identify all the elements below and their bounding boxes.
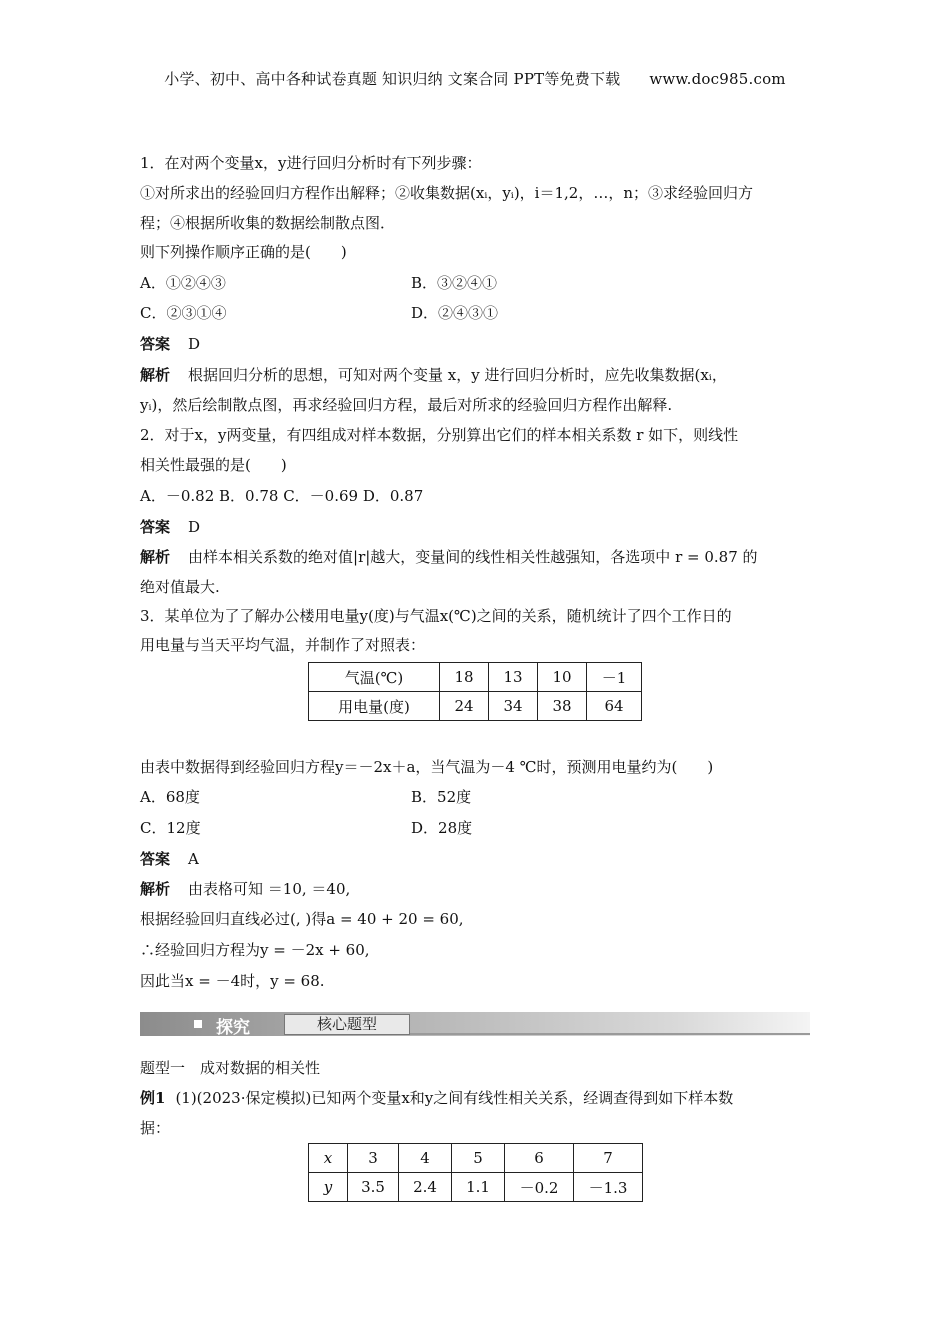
q1-option-b: B．③②④① — [411, 274, 498, 292]
answer-value: D — [188, 335, 201, 353]
q1-stem-line4: 则下列操作顺序正确的是( ) — [140, 243, 347, 261]
q3-option-d: D．28度 — [411, 819, 473, 837]
table-cell: 34 — [489, 692, 538, 721]
q3-stem-line1: 3．某单位为了了解办公楼用电量y(度)与气温x(℃)之间的关系，随机统计了四个工作日的 — [140, 607, 732, 625]
table-cell: 3 — [348, 1144, 399, 1173]
q3-option-a: A．68度 — [140, 788, 200, 806]
q1-option-c: C．②③①④ — [140, 304, 227, 322]
banner-right-label: 核心题型 — [284, 1014, 410, 1035]
analysis-text: 由表格可知 ＝10, ＝40, — [188, 880, 351, 898]
q1-stem-line2: ①对所求出的经验回归方程作出解释；②收集数据(xᵢ，yᵢ)，i＝1,2，…，n；③求经验回归方 — [140, 184, 753, 202]
q3-stem-line3: 由表中数据得到经验回归方程y＝－2x＋a，当气温为－4 ℃时，预测用电量约为( ) — [140, 758, 714, 776]
q3-data-table — [308, 662, 642, 721]
example-data-table — [308, 1143, 643, 1202]
example-line2: 据： — [140, 1119, 171, 1137]
table-cell: 1.1 — [452, 1173, 505, 1202]
q2-stem-line1: 2．对于x，y两变量，有四组成对样本数据，分别算出它们的样本相关系数 r 如下，则线性 — [140, 426, 739, 444]
q3-stem-line2: 用电量与当天平均气温，并制作了对照表： — [140, 636, 426, 654]
analysis-text: 根据回归分析的思想，可知对两个变量 x，y 进行回归分析时，应先收集数据(xᵢ， — [188, 366, 727, 384]
table-row — [309, 692, 642, 721]
q1-answer — [140, 333, 820, 355]
table-cell: 用电量(度) — [309, 692, 440, 721]
table-cell: 10 — [538, 663, 587, 692]
q1-analysis-line2: yᵢ)，然后绘制散点图，再求经验回归方程，最后对所求的经验回归方程作出解释. — [140, 396, 673, 414]
answer-value: A — [188, 850, 199, 868]
q1-option-d: D．②④③① — [411, 304, 499, 322]
answer-value: D — [188, 518, 201, 536]
example-line1 — [140, 1087, 820, 1109]
table-row — [309, 1144, 643, 1173]
table-cell: 64 — [587, 692, 642, 721]
header-text: 小学、初中、高中各种试卷真题 知识归纳 文案合同 PPT等免费下载 — [164, 70, 621, 88]
analysis-label: 解析 — [140, 548, 171, 566]
analysis-text: 由样本相关系数的绝对值|r|越大，变量间的线性相关性越强知，各选项中 r = 0.87 的 — [188, 548, 758, 566]
q2-analysis-line1 — [140, 546, 820, 568]
answer-label: 答案 — [140, 335, 171, 353]
table-cell: 4 — [399, 1144, 452, 1173]
q3-option-b: B．52度 — [411, 788, 472, 806]
table-cell: 6 — [505, 1144, 574, 1173]
q2-answer — [140, 516, 820, 538]
section-title: 题型一 成对数据的相关性 — [140, 1059, 321, 1077]
q3-analysis-line3: ∴经验回归方程为y = －2x + 60, — [140, 941, 370, 959]
q2-analysis-line2: 绝对值最大. — [140, 578, 220, 596]
q2-stem-line2: 相关性最强的是( ) — [140, 456, 287, 474]
table-cell: 7 — [574, 1144, 643, 1173]
table-cell: 13 — [489, 663, 538, 692]
q3-answer — [140, 848, 820, 870]
example-text: (1)(2023·保定模拟)已知两个变量x和y之间有线性相关关系，经调查得到如下样本数 — [175, 1089, 734, 1107]
table-cell: 38 — [538, 692, 587, 721]
table-cell: y — [309, 1173, 348, 1202]
table-cell: 5 — [452, 1144, 505, 1173]
banner-rule — [410, 1033, 810, 1035]
header-url[interactable]: www.doc985.com — [649, 70, 786, 88]
table-row — [309, 1173, 643, 1202]
table-cell: 3.5 — [348, 1173, 399, 1202]
answer-label: 答案 — [140, 518, 171, 536]
table-cell: 18 — [440, 663, 489, 692]
table-cell: －1.3 — [574, 1173, 643, 1202]
page-header — [0, 68, 950, 89]
analysis-label: 解析 — [140, 880, 171, 898]
table-cell: 2.4 — [399, 1173, 452, 1202]
q1-analysis-line1 — [140, 364, 820, 386]
q2-options: A．－0.82 B．0.78 C．－0.69 D．0.87 — [140, 487, 424, 505]
q3-analysis-line2: 根据经验回归直线必过(, )得a = 40 + 20 = 60, — [140, 910, 464, 928]
square-bullet-icon — [194, 1020, 202, 1028]
section-banner — [140, 1012, 810, 1036]
table-cell: －0.2 — [505, 1173, 574, 1202]
banner-left-label: 探究 — [216, 1018, 250, 1038]
table-cell: 24 — [440, 692, 489, 721]
table-row — [309, 663, 642, 692]
table-cell: 气温(℃) — [309, 663, 440, 692]
q3-analysis-line1 — [140, 878, 820, 900]
example-label: 例1 — [140, 1089, 166, 1107]
q3-analysis-line4: 因此当x = －4时，y = 68. — [140, 972, 325, 990]
table-cell: －1 — [587, 663, 642, 692]
q1-stem-line1: 1．在对两个变量x，y进行回归分析时有下列步骤： — [140, 154, 482, 172]
table-cell: x — [309, 1144, 348, 1173]
q1-stem-line3: 程；④根据所收集的数据绘制散点图． — [140, 214, 396, 232]
analysis-label: 解析 — [140, 366, 171, 384]
q1-option-a: A．①②④③ — [140, 274, 226, 292]
q3-option-c: C．12度 — [140, 819, 201, 837]
answer-label: 答案 — [140, 850, 171, 868]
